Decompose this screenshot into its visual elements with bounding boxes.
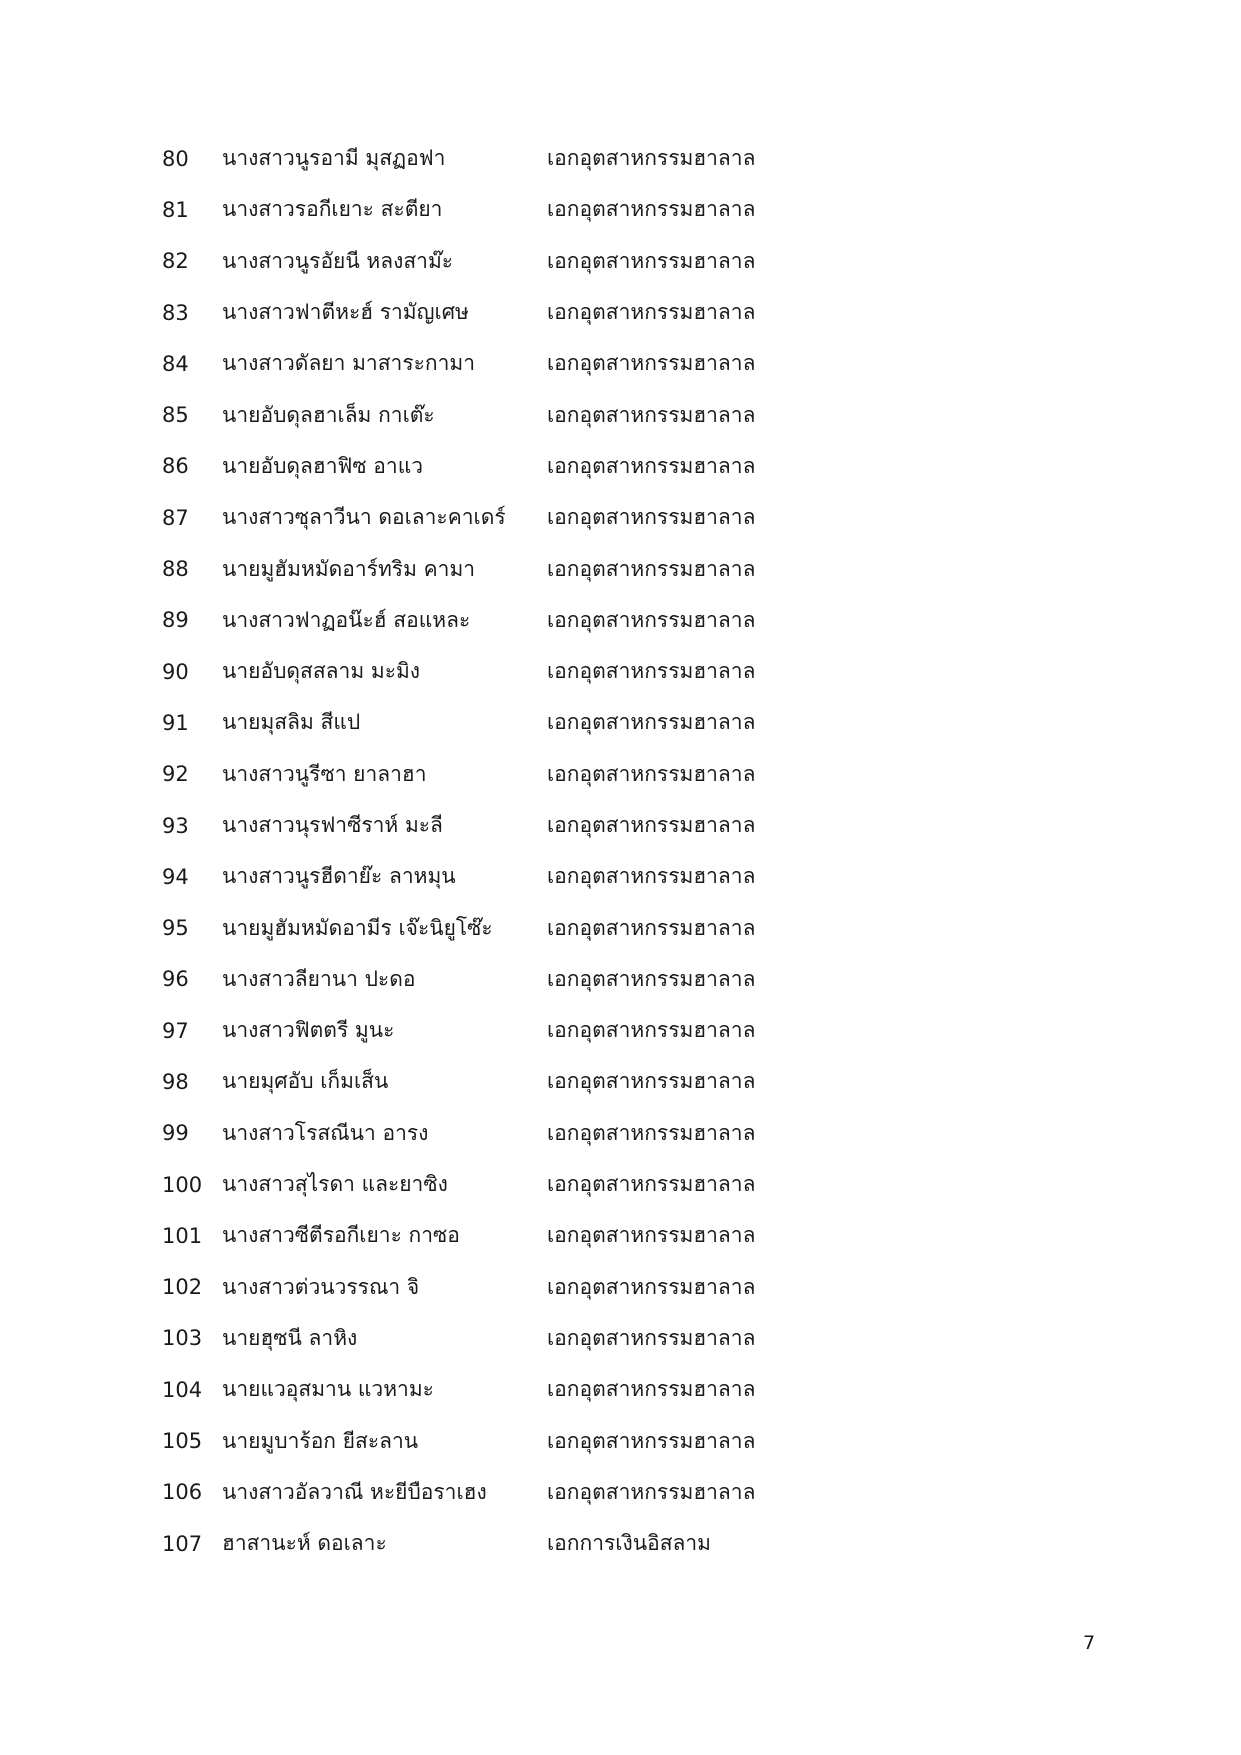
list-item <box>162 1210 962 1261</box>
student-major: เอกอุตสาหกรรมฮาลาล <box>547 915 756 940</box>
row-number: 88 <box>162 557 189 582</box>
row-number: 91 <box>162 710 189 735</box>
row-number: 87 <box>162 505 189 530</box>
student-name: นางสาวรอกีเยาะ สะตียา <box>222 197 443 222</box>
student-major: เอกอุตสาหกรรมฮาลาล <box>547 300 756 325</box>
list-item <box>162 1159 962 1210</box>
list-item <box>162 543 962 594</box>
student-major: เอกอุตสาหกรรมฮาลาล <box>547 864 756 889</box>
row-number: 82 <box>162 249 189 274</box>
list-item <box>162 697 962 748</box>
list-item <box>162 851 962 902</box>
list-item <box>162 441 962 492</box>
student-major: เอกอุตสาหกรรมฮาลาล <box>547 659 756 684</box>
row-number: 103 <box>162 1326 203 1351</box>
row-number: 105 <box>162 1429 203 1454</box>
student-major: เอกอุตสาหกรรมฮาลาล <box>547 197 756 222</box>
student-major: เอกอุตสาหกรรมฮาลาล <box>547 813 756 837</box>
row-number: 100 <box>162 1172 203 1197</box>
student-major: เอกอุตสาหกรรมฮาลาล <box>547 453 756 478</box>
student-major: เอกอุตสาหกรรมฮาลาล <box>547 505 756 530</box>
student-name: นายมุสลิม สีแป <box>222 710 361 735</box>
row-number: 102 <box>162 1275 203 1300</box>
student-name: นายอับดุลฮาฟิซ อาแว <box>222 453 424 478</box>
list-item <box>162 1415 962 1466</box>
row-number: 94 <box>162 864 189 889</box>
row-number: 99 <box>162 1121 189 1146</box>
row-number: 107 <box>162 1531 203 1556</box>
list-item <box>162 1364 962 1415</box>
row-number: 96 <box>162 967 189 992</box>
student-major: เอกอุตสาหกรรมฮาลาล <box>547 1274 756 1299</box>
student-name: นายอับดุสสลาม มะมิง <box>222 659 421 684</box>
list-item <box>162 646 962 697</box>
list-item <box>162 1518 962 1569</box>
row-number: 97 <box>162 1018 189 1043</box>
student-name: นายอับดุลฮาเล็ม กาเต๊ะ <box>222 402 435 427</box>
row-number: 90 <box>162 659 189 684</box>
page-number: 7 <box>1083 1632 1096 1654</box>
student-name: นางสาวนูรอามี มุสฏอฟา <box>222 146 446 171</box>
list-item <box>162 1108 962 1159</box>
student-name: นางสาวสุไรดา และยาซิง <box>222 1172 448 1197</box>
student-name: นางสาวฟาตีหะฮ์ รามัญเศษ <box>222 300 469 325</box>
student-major: เอกอุตสาหกรรมฮาลาล <box>547 1325 756 1350</box>
row-number: 80 <box>162 146 189 171</box>
student-major: เอกอุตสาหกรรมฮาลาล <box>547 607 756 632</box>
list-item <box>162 492 962 543</box>
student-name: นายแวอุสมาน แวหามะ <box>222 1377 434 1402</box>
student-name: นางสาวนูรฮีดาย๊ะ ลาหมุน <box>222 864 456 889</box>
row-number: 81 <box>162 197 189 222</box>
student-list <box>162 133 962 1569</box>
list-item <box>162 287 962 338</box>
student-name: นางสาวนูรีซา ยาลาฮา <box>222 761 427 786</box>
student-name: นางสาวนูรอัยนี หลงสาม๊ะ <box>222 248 454 273</box>
list-item <box>162 800 962 851</box>
student-name: นายฮุซนี ลาหิง <box>222 1325 358 1350</box>
student-major: เอกอุตสาหกรรมฮาลาล <box>547 1377 756 1402</box>
list-item <box>162 595 962 646</box>
list-item <box>162 749 962 800</box>
student-major: เอกการเงินอิสลาม <box>547 1531 712 1556</box>
list-item <box>162 1313 962 1364</box>
student-name: นายมูบาร้อก ยีสะลาน <box>222 1428 419 1453</box>
student-major: เอกอุตสาหกรรมฮาลาล <box>547 1018 756 1043</box>
row-number: 95 <box>162 916 189 941</box>
student-name: นายมุศอับ เก็มเส็น <box>222 1069 389 1094</box>
student-name: นางสาวดัลยา มาสาระกามา <box>222 351 476 376</box>
student-name: นายมูฮัมหมัดอามีร เจ๊ะนิยูโซ๊ะ <box>222 915 493 940</box>
student-major: เอกอุตสาหกรรมฮาลาล <box>547 1223 756 1248</box>
list-item <box>162 133 962 184</box>
list-item <box>162 184 962 235</box>
list-item <box>162 338 962 389</box>
student-name: นางสาวอัลวาณี หะยีบือราเฮง <box>222 1479 487 1504</box>
list-item <box>162 954 962 1005</box>
list-item <box>162 1467 962 1518</box>
student-name: นางสาวฟาฏอน๊ะฮ์ สอแหละ <box>222 607 471 632</box>
student-major: เอกอุตสาหกรรมฮาลาล <box>547 351 756 376</box>
row-number: 93 <box>162 813 189 838</box>
list-item <box>162 1005 962 1056</box>
row-number: 98 <box>162 1069 189 1094</box>
list-item <box>162 1056 962 1107</box>
list-item <box>162 1262 962 1313</box>
student-name: นางสาวซีตีรอกีเยาะ กาซอ <box>222 1223 460 1248</box>
student-major: เอกอุตสาหกรรมฮาลาล <box>547 1172 756 1197</box>
row-number: 84 <box>162 351 189 376</box>
student-major: เอกอุตสาหกรรมฮาลาล <box>547 1120 756 1145</box>
list-item <box>162 389 962 440</box>
student-name: นางสาวซุลาวีนา ดอเลาะคาเดร์ <box>222 505 506 530</box>
student-name: นางสาวลียานา ปะดอ <box>222 966 416 991</box>
student-name: นางสาวต่วนวรรณา จิ <box>222 1274 420 1299</box>
student-major: เอกอุตสาหกรรมฮาลาล <box>547 248 756 273</box>
row-number: 89 <box>162 608 189 633</box>
student-major: เอกอุตสาหกรรมฮาลาล <box>547 1479 756 1504</box>
student-major: เอกอุตสาหกรรมฮาลาล <box>547 966 756 991</box>
student-major: เอกอุตสาหกรรมฮาลาล <box>547 1069 756 1094</box>
student-name: นางสาวนุรฟาซีราห์ มะลี <box>222 813 443 837</box>
student-major: เอกอุตสาหกรรมฮาลาล <box>547 146 756 171</box>
student-major: เอกอุตสาหกรรมฮาลาล <box>547 402 756 427</box>
row-number: 92 <box>162 762 189 787</box>
row-number: 101 <box>162 1223 203 1248</box>
student-name: นางสาวฟิตตรี มูนะ <box>222 1018 395 1043</box>
student-major: เอกอุตสาหกรรมฮาลาล <box>547 710 756 735</box>
student-major: เอกอุตสาหกรรมฮาลาล <box>547 1428 756 1453</box>
row-number: 86 <box>162 454 189 479</box>
list-item <box>162 902 962 953</box>
student-major: เอกอุตสาหกรรมฮาลาล <box>547 556 756 581</box>
student-major: เอกอุตสาหกรรมฮาลาล <box>547 761 756 786</box>
student-name: ฮาสานะห์ ดอเลาะ <box>222 1531 387 1556</box>
student-name: นางสาวโรสณีนา อารง <box>222 1120 429 1145</box>
row-number: 85 <box>162 403 189 428</box>
student-name: นายมูฮัมหมัดอาร์ทริม คามา <box>222 556 476 581</box>
list-item <box>162 236 962 287</box>
row-number: 104 <box>162 1377 203 1402</box>
row-number: 106 <box>162 1480 203 1505</box>
row-number: 83 <box>162 300 189 325</box>
